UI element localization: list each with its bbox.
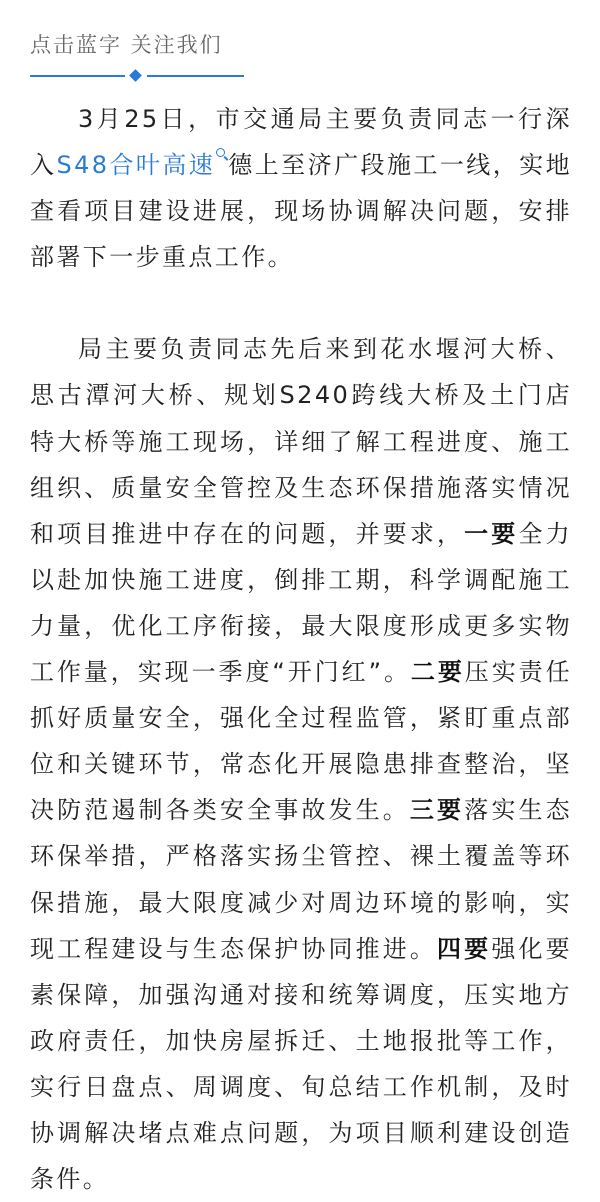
- paragraph-1: [30, 96, 572, 280]
- article-body: [30, 96, 572, 1202]
- diamond-icon: [129, 69, 142, 82]
- highway-link[interactable]: S48合叶高速: [56, 151, 216, 180]
- requirement-2-label: 二要: [410, 658, 465, 687]
- search-icon[interactable]: [216, 148, 228, 164]
- paragraph-1-text-a: 3月25日，市交通局主要负责同志一行深入: [30, 105, 572, 180]
- requirement-1-label: 一要: [464, 519, 519, 548]
- requirement-3-text: 落实生态环保举措，严格落实扬尘管控、裸土覆盖等环保措施，最大限度减少对周边环境的影响，实现工程建设与生态保护协同推进。: [30, 796, 572, 963]
- divider-line-left: [30, 75, 125, 77]
- requirement-4-label: 四要: [437, 934, 492, 963]
- follow-prompt[interactable]: 点击蓝字 关注我们: [30, 33, 223, 57]
- header-divider: [30, 70, 244, 82]
- divider-line-right: [147, 75, 244, 77]
- requirement-4-text: 强化要素保障，加强沟通对接和统筹调度，压实地方政府责任，加快房屋拆迁、土地报批等工作，实行日盘点、周调度、旬总结工作机制，及时协调解决堵点难点问题，为项目顺利建设创造条件。: [30, 934, 573, 1194]
- requirement-2-text: 压实责任抓好质量安全，强化全过程监管，紧盯重点部位和关键环节，常态化开展隐患排查整治，坚决防范遏制各类安全事故发生。: [30, 658, 572, 825]
- paragraph-1-text-b: 德上至济广段施工一线，实地查看项目建设进展，现场协调解决问题，安排部署下一步重点工作。: [30, 151, 573, 272]
- paragraph-2: [30, 326, 572, 1202]
- follow-header[interactable]: [30, 28, 244, 82]
- paragraph-2-intro: 局主要负责同志先后来到花水堰河大桥、思古潭河大桥、规划S240跨线大桥及土门店特大桥等施工现场，详细了解工程进度、施工组织、质量安全管控及生态环保措施落实情况和项目推进中存在的问题，并要求，: [30, 335, 572, 548]
- requirement-3-label: 三要: [409, 796, 465, 825]
- requirement-1-text: 全力以赴加快施工进度，倒排工期，科学调配施工力量，优化工序衔接，最大限度形成更多实物工作量，实现一季度“开门红”。: [30, 519, 572, 687]
